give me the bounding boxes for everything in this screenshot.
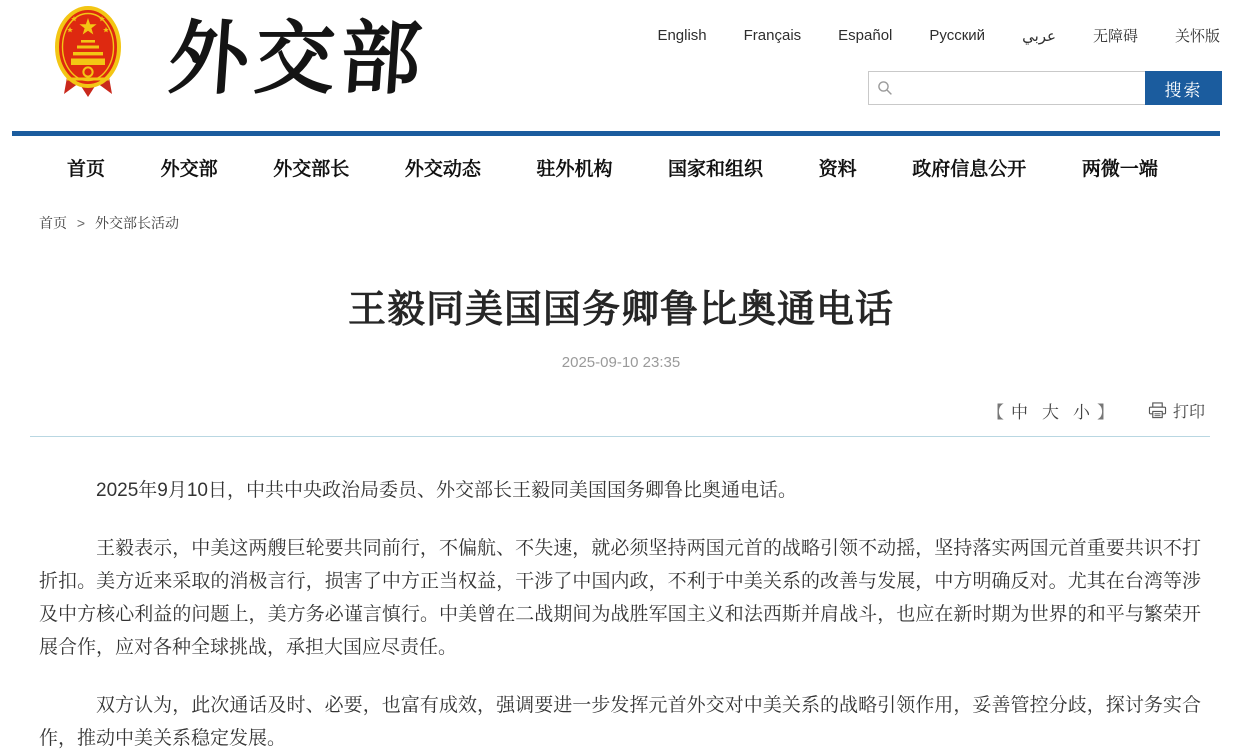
national-emblem-icon [55,6,121,100]
article-divider [30,436,1210,437]
lang-russian[interactable]: Русский [929,27,986,44]
breadcrumb-separator: > [76,215,86,231]
paragraph: 王毅表示，中美这两艘巨轮要共同前行，不偏航、不失速，就必须坚持两国元首的战略引领不动摇，坚持落实两国元首重要共识不打折扣。美方近来采取的消极言行，损害了中方正当权益，干涉了中国内政，不利于中美关系的改善与发展，中方明确反对。尤其在台湾等涉及中方核心利益的问题上，美方务必谨言慎行。中美曾在二战期间为战胜军国主义和法西斯并肩战斗，也应在新时期为世界的和平与繁荣开展合作，应对各种全球挑战，承担大国应尽责任。 [39,538,1201,658]
font-size-small-button[interactable]: 小 [1072,403,1090,422]
lang-espanol[interactable]: Español [838,27,893,44]
article-body [39,474,1201,755]
paragraph: 2025年9月10日，中共中央政治局委员、外交部长王毅同美国国务卿鲁比奥通电话。 [96,480,797,501]
lang-francais[interactable]: Français [743,27,802,44]
nav-item-gov-info[interactable]: 政府信息公开 [912,159,1027,180]
lang-arabic[interactable]: عربي [1022,27,1056,45]
site-wordmark-calligraphy: 外交部 [165,11,431,105]
nav-item-minister[interactable]: 外交部长 [273,159,350,180]
site-logo[interactable] [55,6,431,108]
search-bar [868,71,1222,105]
nav-item-missions-abroad[interactable]: 驻外机构 [536,159,613,180]
nav-item-resources[interactable]: 资料 [818,159,857,180]
site-header [0,0,1242,131]
search-button[interactable]: 搜索 [1145,71,1222,105]
nav-item-ministry[interactable]: 外交部 [160,159,218,180]
article-date: 2025-09-10 23:35 [561,354,681,371]
paragraph: 双方认为，此次通话及时、必要，也富有成效，强调要进一步发挥元首外交对中美关系的战略引领作用，妥善管控分歧，探讨务实合作，推动中美关系稳定发展。 [39,695,1201,749]
bracket-close: 】 [1096,403,1114,422]
breadcrumb [39,213,1242,233]
nav-item-diplomatic-news[interactable]: 外交动态 [404,159,481,180]
breadcrumb-current[interactable]: 外交部长活动 [94,215,179,231]
lang-english[interactable]: English [657,27,707,44]
bracket-open: 【 [986,403,1004,422]
nav-item-home[interactable]: 首页 [67,159,106,180]
search-icon [877,80,893,96]
language-links [620,25,1220,46]
lang-accessibility[interactable]: 无障碍 [1092,28,1138,45]
font-size-medium-button[interactable]: 中 [1010,403,1028,422]
main-nav [12,131,1220,200]
article-toolbar [0,398,1205,423]
search-input[interactable] [868,71,1145,105]
font-size-large-button[interactable]: 大 [1041,403,1059,422]
nav-item-countries-orgs[interactable]: 国家和组织 [668,159,764,180]
print-label: 打印 [1172,404,1205,421]
nav-item-social-media[interactable]: 两微一端 [1081,159,1158,180]
breadcrumb-home-link[interactable]: 首页 [39,215,67,231]
article [0,278,1242,755]
page-title: 王毅同美国国务卿鲁比奥通电话 [347,289,894,331]
print-button[interactable] [1148,399,1205,422]
printer-icon [1148,402,1167,419]
lang-care-version[interactable]: 关怀版 [1174,28,1220,45]
